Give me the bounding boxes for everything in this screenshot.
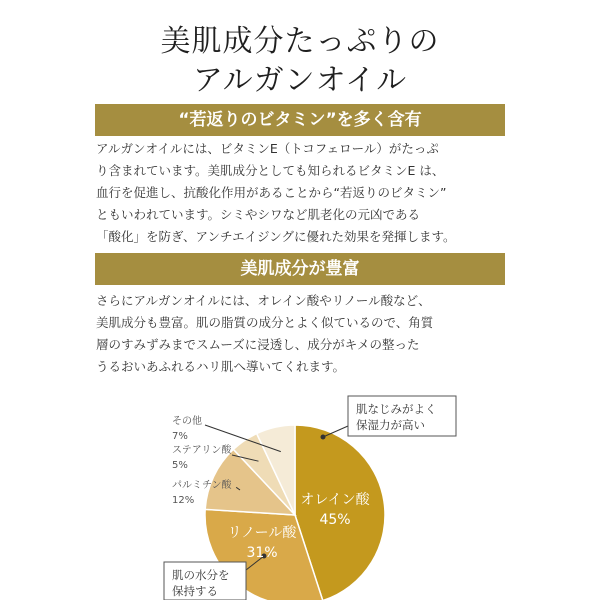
section2-line: うるおいあふれるハリ肌へ導いてくれます。 bbox=[96, 359, 346, 374]
section2-line: 層のすみずみまでスムーズに浸透し、成分がキメの整った bbox=[96, 337, 420, 352]
pie-label-linoleic-value: 31% bbox=[246, 545, 278, 561]
pie-outside-name-1: その他 bbox=[172, 416, 202, 427]
pie-label-oleic-name: オレイン酸 bbox=[300, 492, 370, 508]
pie-outside-name-2: ステアリン酸 bbox=[172, 445, 232, 456]
callout-oleic-dot bbox=[321, 435, 326, 440]
pie-label-oleic-value: 45% bbox=[319, 512, 351, 528]
pie-outside-name-3: パルミチン酸 bbox=[172, 480, 232, 491]
section1-line: ともいわれています。シミやシワなど肌老化の元凶である bbox=[96, 207, 421, 222]
pie-outside-value-3: 12% bbox=[172, 495, 195, 506]
pie-outside-value-1: 7% bbox=[172, 431, 188, 442]
callout-oleic-text: 保湿力が高い bbox=[356, 418, 425, 432]
section2-body bbox=[96, 290, 506, 378]
section2-line: さらにアルガンオイルには、オレイン酸やリノール酸など、 bbox=[96, 293, 431, 308]
section1-line: 血行を促進し、抗酸化作用があることから“若返りのビタミン” bbox=[96, 185, 447, 200]
pie-label-linoleic-name: リノール酸 bbox=[227, 525, 297, 541]
section2-heading: 美肌成分が豊富 bbox=[95, 253, 505, 285]
section2-line: 美肌成分も豊富。肌の脂質の成分とよく似ているので、角質 bbox=[96, 315, 434, 330]
callout-linoleic-text: 肌の水分を bbox=[172, 568, 230, 582]
section1-body bbox=[96, 138, 506, 248]
section1-line: 「酸化」を防ぎ、アンチエイジングに優れた効果を発揮します。 bbox=[96, 229, 456, 244]
section1-line: り含まれています。美肌成分としても知られるビタミンE は、 bbox=[96, 163, 445, 178]
pie-outside-value-2: 5% bbox=[172, 460, 188, 471]
page-title-line1: 美肌成分たっぷりの bbox=[160, 24, 440, 59]
section1-heading: “若返りのビタミン”を多く含有 bbox=[95, 104, 505, 136]
callout-oleic-text: 肌なじみがよく bbox=[356, 402, 437, 416]
callout-linoleic-text: 保持する bbox=[172, 584, 218, 598]
page-title-line2: アルガンオイル bbox=[192, 63, 408, 98]
section1-line: アルガンオイルには、ビタミンE（トコフェロール）がたっぷ bbox=[96, 141, 439, 156]
fatty-acid-pie-chart bbox=[0, 390, 600, 600]
